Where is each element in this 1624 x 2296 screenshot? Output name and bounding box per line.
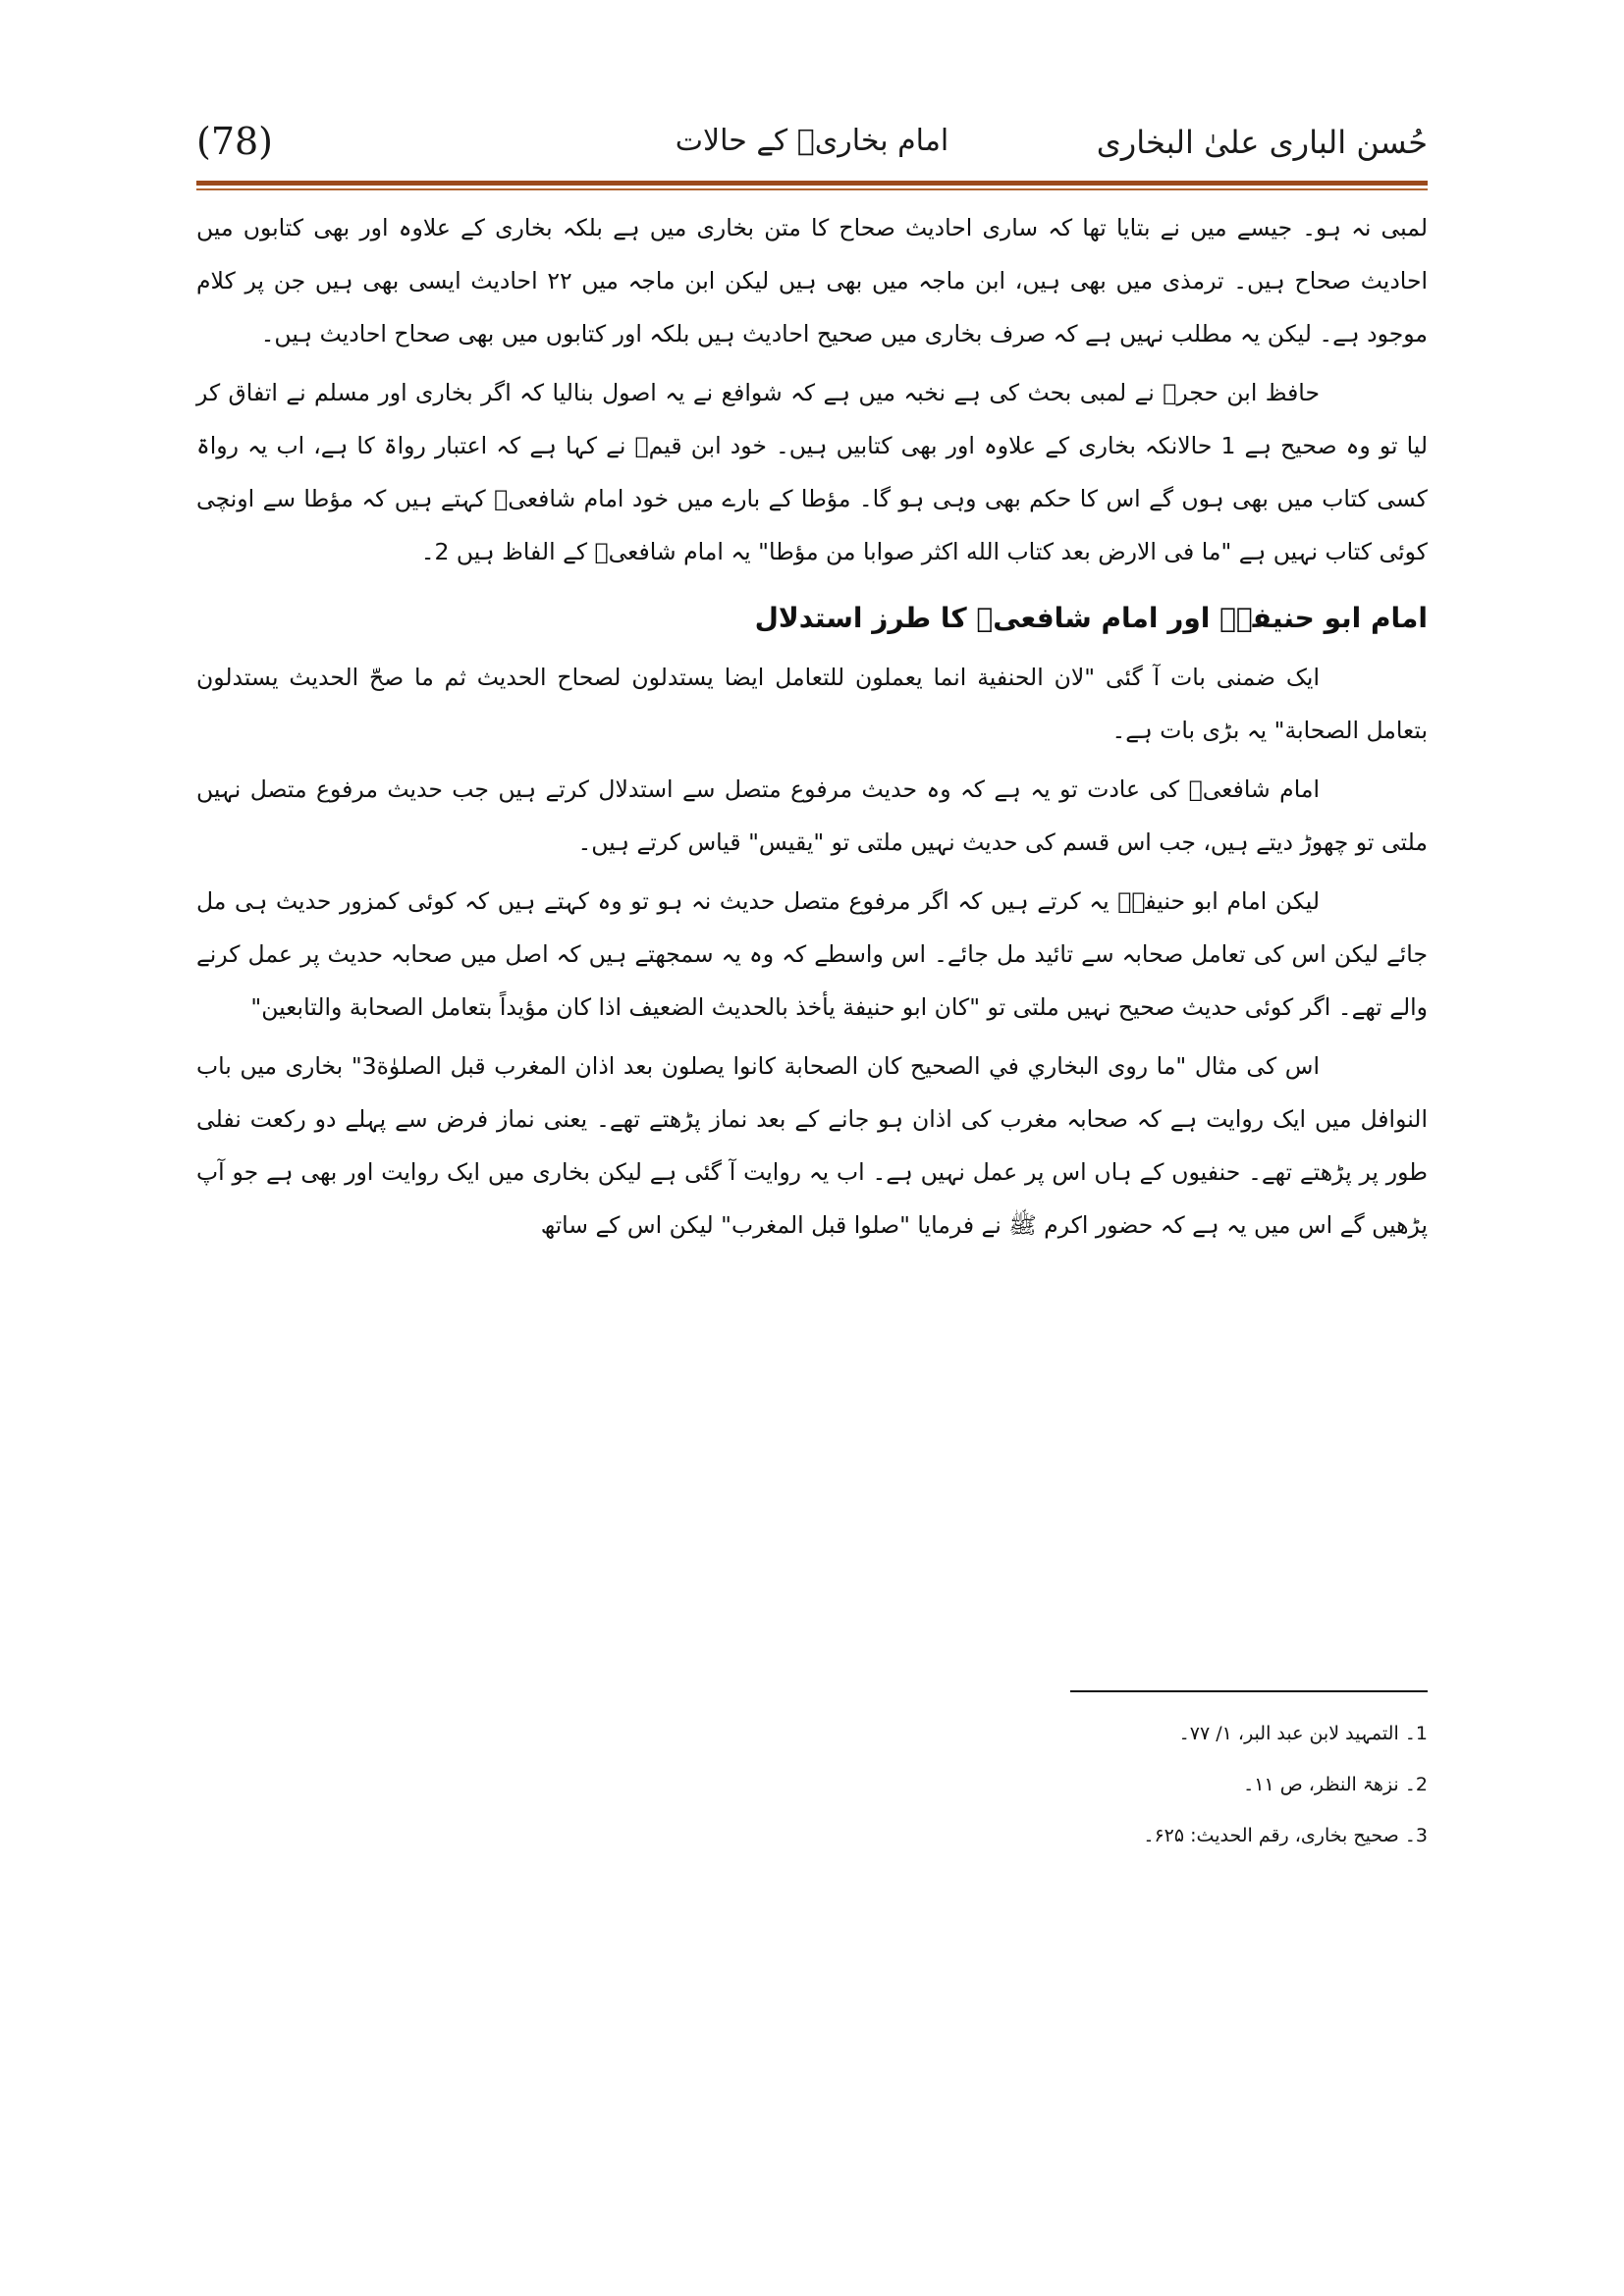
header-rule <box>196 181 1428 186</box>
paragraph: ایک ضمنی بات آ گئی "لان الحنفية انما يعملون للتعامل ايضا يستدلون لصحاح الحديث ثم ما صحّ الحديث يستدلون بتعامل الصحابة" یہ بڑی بات ہے۔ <box>196 664 1428 744</box>
page-number: (78) <box>196 120 274 163</box>
footnote-rule <box>1070 1690 1428 1692</box>
footnotes <box>884 1708 1428 1861</box>
paragraph: لیکن امام ابو حنیفہؒ یہ کرتے ہیں کہ اگر مرفوع متصل حدیث نہ ہو تو وہ کہتے ہیں کہ کوئی کمزور حدیث ہی مل جائے لیکن اس کی تعامل صحابہ سے تائید مل جائے۔ اس واسطے کہ وہ یہ سمجھتے ہیں کہ اصل میں صحابہ حدیث پر عمل کرنے والے تھے۔ اگر کوئی حدیث صحیح نہیں ملتی تو "کان ابو حنيفة يأخذ بالحديث الضعيف اذا كان مؤيداً بتعامل الصحابة والتابعين" <box>196 887 1428 1021</box>
section-heading: امام ابو حنیفہؒ اور امام شافعیؒ کا طرز استدلال <box>754 602 1428 634</box>
chapter-title: امام بخاریؒ کے حالات <box>675 124 949 158</box>
paragraph: لمبی نہ ہو۔ جیسے میں نے بتایا تھا کہ ساری احادیث صحاح کا متن بخاری میں ہے بلکہ بخاری کے علاوہ اور بھی کتابوں میں احادیث صحاح ہیں۔ ترمذی میں بھی ہیں، ابن ماجہ میں بھی ہیں لیکن ابن ماجہ میں ۲۲ احادیث ایسی بھی ہیں جن پر کلام موجود ہے۔ لیکن یہ مطلب نہیں ہے کہ صرف بخاری میں صحیح احادیث ہیں بلکہ اور کتابوں میں بھی صحاح احادیث ہیں۔ <box>196 214 1428 347</box>
main-text <box>196 201 1428 1252</box>
paragraph: اس کی مثال "ما روى البخاري في الصحيح كان الصحابة كانوا يصلون بعد اذان المغرب قبل الصلوٰة3" بخاری میں باب النوافل میں ایک روایت ہے کہ صحابہ مغرب کی اذان ہو جانے کے بعد نماز پڑھتے تھے۔ یعنی نماز فرض سے پہلے دو رکعت نفلی طور پر پڑھتے تھے۔ حنفیوں کے ہاں اس پر عمل نہیں ہے۔ اب یہ روایت آ گئی ہے لیکن بخاری میں ایک روایت اور بھی ہے جو آپ پڑھیں گے اس میں یہ ہے کہ حضور اکرم ﷺ نے فرمایا "صلوا قبل المغرب" لیکن اس کے ساتھ <box>196 1052 1428 1239</box>
footnote: 2۔ نزھۃ النظر، ص ۱۱۔ <box>1243 1774 1428 1795</box>
paragraph: حافظ ابن حجرؒ نے لمبی بحث کی ہے نخبہ میں ہے کہ شوافع نے یہ اصول بنالیا کہ اگر بخاری اور مسلم نے اتفاق کر لیا تو وہ صحیح ہے 1 حالانکہ بخاری کے علاوہ اور بھی کتابیں ہیں۔ خود ابن قیمؒ نے کہا ہے کہ اعتبار رواۃ کا ہے، اب یہ رواۃ کسی کتاب میں بھی ہوں گے اس کا حکم بھی وہی ہو گا۔ مؤطا کے بارے میں خود امام شافعیؒ کہتے ہیں کہ مؤطا سے اونچی کوئی کتاب نہیں ہے "ما فی الارض بعد کتاب الله اکثر صوابا من مؤطا" یہ امام شافعیؒ کے الفاظ ہیں 2۔ <box>196 379 1428 565</box>
footnote: 3۔ صحیح بخاری، رقم الحدیث: ۶۲۵۔ <box>1143 1825 1428 1846</box>
footnote: 1۔ التمہید لابن عبد البر، ۱/ ۷۷۔ <box>1178 1723 1428 1744</box>
book-title: حُسن الباری علیٰ البخاری <box>1096 124 1428 161</box>
paragraph: امام شافعیؒ کی عادت تو یہ ہے کہ وہ حدیث مرفوع متصل سے استدلال کرتے ہیں جب حدیث مرفوع متصل نہیں ملتی تو چھوڑ دیتے ہیں، جب اس قسم کی حدیث نہیں ملتی تو "یقیس" قیاس کرتے ہیں۔ <box>196 775 1428 856</box>
header-rule-thin <box>196 188 1428 190</box>
running-header <box>196 120 1428 179</box>
